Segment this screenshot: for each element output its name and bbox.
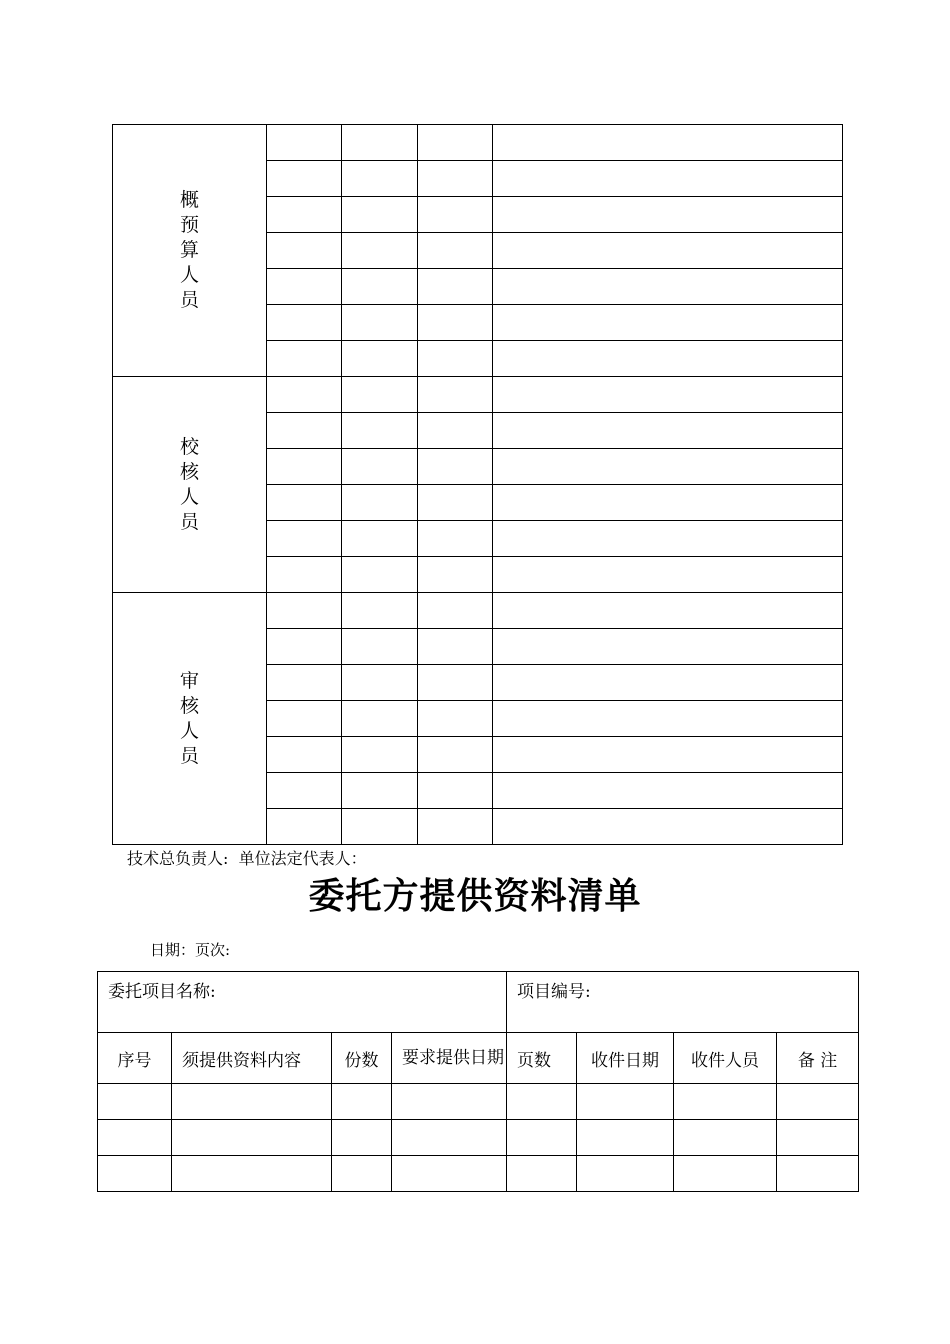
staff-entry-cell[interactable] (267, 197, 342, 233)
header-pages: 页数 (507, 1033, 577, 1084)
staff-entry-cell[interactable] (267, 737, 342, 773)
list-entry-cell[interactable] (172, 1156, 332, 1192)
staff-entry-cell[interactable] (267, 233, 342, 269)
list-entry-cell[interactable] (577, 1084, 674, 1120)
list-entry-cell[interactable] (392, 1156, 507, 1192)
staff-entry-cell[interactable] (267, 593, 342, 629)
staff-entry-cell[interactable] (418, 521, 493, 557)
staff-group-label: 概预算人员 (179, 189, 199, 311)
staff-entry-cell[interactable] (267, 557, 342, 593)
staff-entry-cell[interactable] (418, 737, 493, 773)
list-entry-cell[interactable] (674, 1156, 777, 1192)
staff-entry-cell[interactable] (267, 377, 342, 413)
header-receiver: 收件人员 (674, 1033, 777, 1084)
staff-group-label-cell (113, 593, 267, 845)
staff-entry-cell[interactable] (267, 161, 342, 197)
staff-entry-cell[interactable] (267, 269, 342, 305)
staff-entry-cell[interactable] (418, 269, 493, 305)
staff-group-label: 审核人员 (179, 669, 199, 767)
list-entry-cell[interactable] (172, 1084, 332, 1120)
date-page-line: 日期：页次: (150, 941, 231, 959)
materials-list-table (97, 971, 859, 1192)
list-entry-cell[interactable] (507, 1084, 577, 1120)
list-entry-cell[interactable] (332, 1156, 392, 1192)
list-entry-cell[interactable] (577, 1120, 674, 1156)
staff-entry-cell[interactable] (493, 125, 843, 161)
staff-entry-cell[interactable] (267, 305, 342, 341)
staff-entry-cell[interactable] (267, 629, 342, 665)
staff-entry-cell[interactable] (342, 125, 418, 161)
document-title: 委托方提供资料清单 (308, 876, 642, 917)
header-remarks: 备 注 (777, 1033, 859, 1084)
list-header-row (98, 1033, 859, 1084)
staff-entry-cell[interactable] (418, 305, 493, 341)
staff-entry-cell[interactable] (267, 413, 342, 449)
staff-entry-cell[interactable] (342, 449, 418, 485)
staff-entry-cell[interactable] (418, 197, 493, 233)
staff-entry-cell[interactable] (418, 593, 493, 629)
header-copies: 份数 (332, 1033, 392, 1084)
staff-entry-cell[interactable] (493, 773, 843, 809)
staff-group-label-cell (113, 125, 267, 377)
staff-entry-cell[interactable] (493, 809, 843, 845)
staff-row (113, 593, 843, 629)
list-entry-cell[interactable] (98, 1120, 172, 1156)
list-entry-cell[interactable] (777, 1084, 859, 1120)
header-received-date: 收件日期 (577, 1033, 674, 1084)
staff-entry-cell[interactable] (493, 269, 843, 305)
list-entry-cell[interactable] (172, 1120, 332, 1156)
project-no-label: 项目编号: (517, 982, 591, 1002)
staff-entry-cell[interactable] (342, 593, 418, 629)
staff-entry-cell[interactable] (342, 341, 418, 377)
list-entry-cell[interactable] (507, 1120, 577, 1156)
list-entry-cell[interactable] (674, 1120, 777, 1156)
project-name-cell[interactable] (98, 972, 507, 1033)
staff-entry-cell[interactable] (267, 665, 342, 701)
header-content: 须提供资料内容 (172, 1033, 332, 1084)
staff-entry-cell[interactable] (342, 377, 418, 413)
staff-entry-cell[interactable] (342, 413, 418, 449)
staff-entry-cell[interactable] (418, 485, 493, 521)
project-no-cell[interactable] (507, 972, 859, 1033)
staff-entry-cell[interactable] (342, 773, 418, 809)
staff-entry-cell[interactable] (493, 341, 843, 377)
header-serial: 序号 (98, 1033, 172, 1084)
staff-row (113, 377, 843, 413)
staff-entry-cell[interactable] (418, 629, 493, 665)
staff-entry-cell[interactable] (418, 233, 493, 269)
staff-entry-cell[interactable] (493, 161, 843, 197)
staff-entry-cell[interactable] (418, 413, 493, 449)
staff-entry-cell[interactable] (267, 701, 342, 737)
list-entry-cell[interactable] (98, 1084, 172, 1120)
staff-entry-cell[interactable] (418, 377, 493, 413)
staff-entry-cell[interactable] (493, 593, 843, 629)
staff-table (112, 124, 843, 845)
staff-entry-cell[interactable] (342, 737, 418, 773)
staff-entry-cell[interactable] (493, 197, 843, 233)
staff-entry-cell[interactable] (267, 125, 342, 161)
staff-entry-cell[interactable] (342, 557, 418, 593)
list-row (98, 1156, 859, 1192)
staff-entry-cell[interactable] (418, 773, 493, 809)
header-required-date: 要求提供日期 (392, 1033, 507, 1084)
staff-entry-cell[interactable] (418, 809, 493, 845)
staff-entry-cell[interactable] (267, 521, 342, 557)
list-entry-cell[interactable] (98, 1156, 172, 1192)
staff-entry-cell[interactable] (342, 233, 418, 269)
list-entry-cell[interactable] (577, 1156, 674, 1192)
staff-entry-cell[interactable] (493, 701, 843, 737)
list-entry-cell[interactable] (777, 1156, 859, 1192)
staff-entry-cell[interactable] (267, 809, 342, 845)
list-entry-cell[interactable] (332, 1120, 392, 1156)
staff-entry-cell[interactable] (418, 701, 493, 737)
staff-entry-cell[interactable] (418, 125, 493, 161)
staff-entry-cell[interactable] (493, 377, 843, 413)
signature-line: 技术总负责人: 单位法定代表人： (127, 849, 367, 868)
staff-entry-cell[interactable] (493, 521, 843, 557)
staff-entry-cell[interactable] (267, 485, 342, 521)
staff-entry-cell[interactable] (493, 557, 843, 593)
project-name-label: 委托项目名称: (108, 982, 216, 1002)
staff-entry-cell[interactable] (342, 269, 418, 305)
staff-entry-cell[interactable] (267, 773, 342, 809)
staff-entry-cell[interactable] (418, 665, 493, 701)
staff-entry-cell[interactable] (267, 449, 342, 485)
list-row (98, 1084, 859, 1120)
list-entry-cell[interactable] (392, 1084, 507, 1120)
staff-entry-cell[interactable] (342, 629, 418, 665)
list-entry-cell[interactable] (332, 1084, 392, 1120)
staff-entry-cell[interactable] (418, 449, 493, 485)
staff-entry-cell[interactable] (342, 197, 418, 233)
staff-group-label: 校核人员 (179, 435, 199, 533)
staff-group-label-cell (113, 377, 267, 593)
staff-entry-cell[interactable] (493, 629, 843, 665)
staff-entry-cell[interactable] (342, 665, 418, 701)
staff-entry-cell[interactable] (493, 737, 843, 773)
staff-entry-cell[interactable] (342, 305, 418, 341)
staff-entry-cell[interactable] (493, 449, 843, 485)
staff-entry-cell[interactable] (418, 341, 493, 377)
staff-entry-cell[interactable] (342, 521, 418, 557)
list-row (98, 1120, 859, 1156)
staff-entry-cell[interactable] (342, 701, 418, 737)
staff-entry-cell[interactable] (493, 665, 843, 701)
list-entry-cell[interactable] (507, 1156, 577, 1192)
staff-entry-cell[interactable] (418, 557, 493, 593)
project-info-row (98, 972, 859, 1033)
staff-entry-cell[interactable] (493, 485, 843, 521)
staff-entry-cell[interactable] (342, 485, 418, 521)
staff-entry-cell[interactable] (493, 413, 843, 449)
list-entry-cell[interactable] (392, 1120, 507, 1156)
list-entry-cell[interactable] (674, 1084, 777, 1120)
list-entry-cell[interactable] (777, 1120, 859, 1156)
staff-entry-cell[interactable] (418, 161, 493, 197)
staff-entry-cell[interactable] (267, 341, 342, 377)
staff-entry-cell[interactable] (342, 161, 418, 197)
staff-entry-cell[interactable] (342, 809, 418, 845)
staff-entry-cell[interactable] (493, 305, 843, 341)
staff-entry-cell[interactable] (493, 233, 843, 269)
staff-row (113, 125, 843, 161)
